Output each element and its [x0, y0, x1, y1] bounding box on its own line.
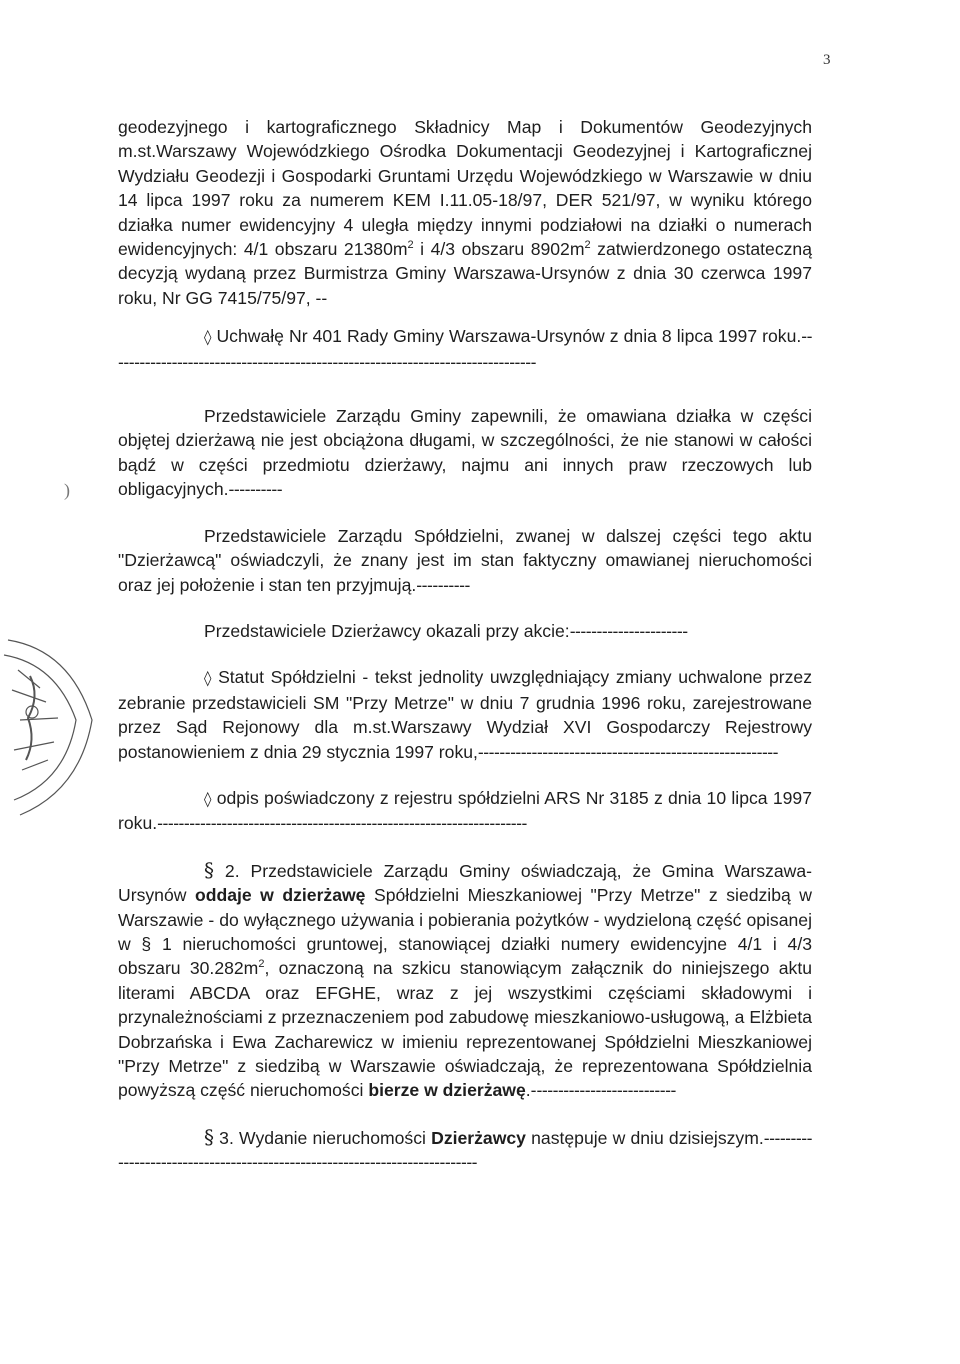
superscript: 2: [584, 239, 591, 252]
text-run: .-: [525, 1080, 537, 1101]
dash-filler: --------------------------: [536, 1080, 676, 1101]
paragraph-register-extract: [118, 786, 812, 836]
emphasis: bierze w dzierżawę: [368, 1080, 526, 1101]
text-run: geodezyjnego i kartograficznego Składnicy Map i Dokumentów Geodezyjnych m.st.Warszawy Wojewódzkiego Ośrodka Dokumentacji Geodezyjnej i Kartograficznej Wydziału Geodezji i Gospodarki Gruntami Urzędu Wojewódzkiego w Warszawie w dniu 14 lipca 1997 roku za numerem KEM I.11.05-18/97, DER 521/97, w wyniku którego działka numer ewidencyjny 4 uległa między innymi podziałowi na działki o numerach ewidencyjnych: 4/1 obszaru 21380m: [118, 117, 812, 260]
text-run: odpis poświadczony z rejestru spółdzielni ARS Nr 3185 z dnia 10 lipca 1997 roku.: [118, 787, 812, 834]
section-number: 3.: [219, 1127, 234, 1148]
dash-filler: ----------: [228, 479, 283, 500]
dash-filler: ---------------------------------------------------------------------: [157, 813, 527, 834]
dash-filler: ----------: [416, 574, 470, 595]
text-run: zatwierdzonego ostateczną decyzją wydaną przez Burmistrza Gminy Warszawa-Ursynów z dnia 30 czerwca 1997 roku, Nr GG 7415/75/97, --: [118, 239, 812, 308]
paragraph-municipality-assurance: [118, 404, 812, 502]
diamond-icon: ◊: [204, 669, 212, 688]
emphasis: Dzierżawcy: [431, 1127, 526, 1148]
text-run: następuje w dniu dzisiejszym.: [525, 1127, 764, 1148]
paragraph-statute: [118, 665, 812, 764]
paragraph-resolution: [118, 324, 812, 374]
dash-filler: ----------------------: [569, 620, 688, 641]
emphasis: oddaje w dzierżawę: [194, 885, 366, 906]
text-run: Przedstawiciele Zarządu Gminy oświadczają, że Gmina Warszawa-Ursynów: [118, 860, 812, 906]
document-body: [118, 115, 812, 1175]
text-run: Wydanie nieruchomości: [233, 1127, 432, 1148]
superscript: 2: [258, 958, 265, 971]
diamond-icon: ◊: [204, 789, 212, 808]
seal-graphic: [0, 600, 104, 820]
text-run: Statut Spółdzielni - tekst jednolity uwzględniający zmiany uchwalone przez zebranie przedstawicieli SM "Przy Metrze" w dniu 7 grudnia 1996 roku, zarejestrowane przez Sąd Rejonowy dla m.st.Warszawy Wydział XVI Gospodarczy Rejestrowy postanowieniem z dnia 29 stycznia 1997 roku,: [118, 667, 812, 762]
dash-filler: --------------------------------------------------------: [477, 741, 779, 762]
diamond-icon: ◊: [204, 328, 212, 347]
paragraph-survey-continuation: [118, 115, 812, 310]
section-sign: §: [204, 857, 214, 882]
paragraph-cooperative-statement: [118, 524, 812, 597]
text-run: Przedstawiciele Dzierżawcy okazali przy akcie:: [204, 620, 570, 641]
section-number: 2.: [224, 860, 240, 881]
dash-filler: ----------------------------------------------------------------------------: [118, 1127, 812, 1173]
text-run: Uchwałę Nr 401 Rady Gminy Warszawa-Ursynów z dnia 8 lipca 1997 roku.: [216, 326, 802, 347]
section-2: [118, 858, 812, 1103]
superscript: 2: [407, 239, 414, 252]
section-sign: §: [204, 1124, 214, 1149]
text-run: Przedstawiciele Zarządu Gminy zapewnili, że omawiana działka w części objętej dzierżawą nie jest obciążona długami, w szczególności, że nie stanowi w całości bądź w części przedmiotu dzierżawy, najmu ani innych praw rzeczowych lub obligacyjnych.: [118, 406, 812, 500]
text-run: i 4/3 obszaru 8902m: [413, 239, 585, 260]
dash-filler: --------------------------------------------------------------------------------: [118, 326, 812, 372]
text-run: Spółdzielni Mieszkaniowej "Przy Metrze" z siedzibą w Warszawie - do wyłącznego używania i pobierania pożytków - wydzieloną część opisanej w § 1 nieruchomości gruntowej, stanowiącej działki numery ewidencyjne 4/1 i 4/3 obszaru 30.282m: [118, 885, 812, 979]
notary-seal-fragment: [0, 600, 104, 820]
page-number: 3: [823, 52, 831, 68]
paragraph-documents-shown: [118, 619, 812, 643]
margin-mark: ): [64, 480, 70, 500]
text-run: Przedstawiciele Zarządu Spółdzielni, zwanej w dalszej części tego aktu "Dzierżawcą" oświadczyli, że znany jest im stan faktyczny omawianej nieruchomości oraz jej położenie i stan ten przyjmują.: [118, 525, 812, 595]
section-3: [118, 1125, 812, 1175]
text-run: , oznaczoną na szkicu stanowiącym załącznik do niniejszego aktu literami ABCDA oraz EFGHE, wraz z jej wszystkimi częściami składowymi i przynależnościami z przeznaczeniem pod zabudowę mieszkaniowo-usługową, a Elżbieta Dobrzańska i Ewa Zacharewicz w imieniu reprezentowanej Spółdzielni Mieszkaniowej "Przy Metrze" z siedzibą w Warszawie oświadczają, że reprezentowana Spółdzielnia powyższą część nieruchomości: [118, 958, 812, 1101]
